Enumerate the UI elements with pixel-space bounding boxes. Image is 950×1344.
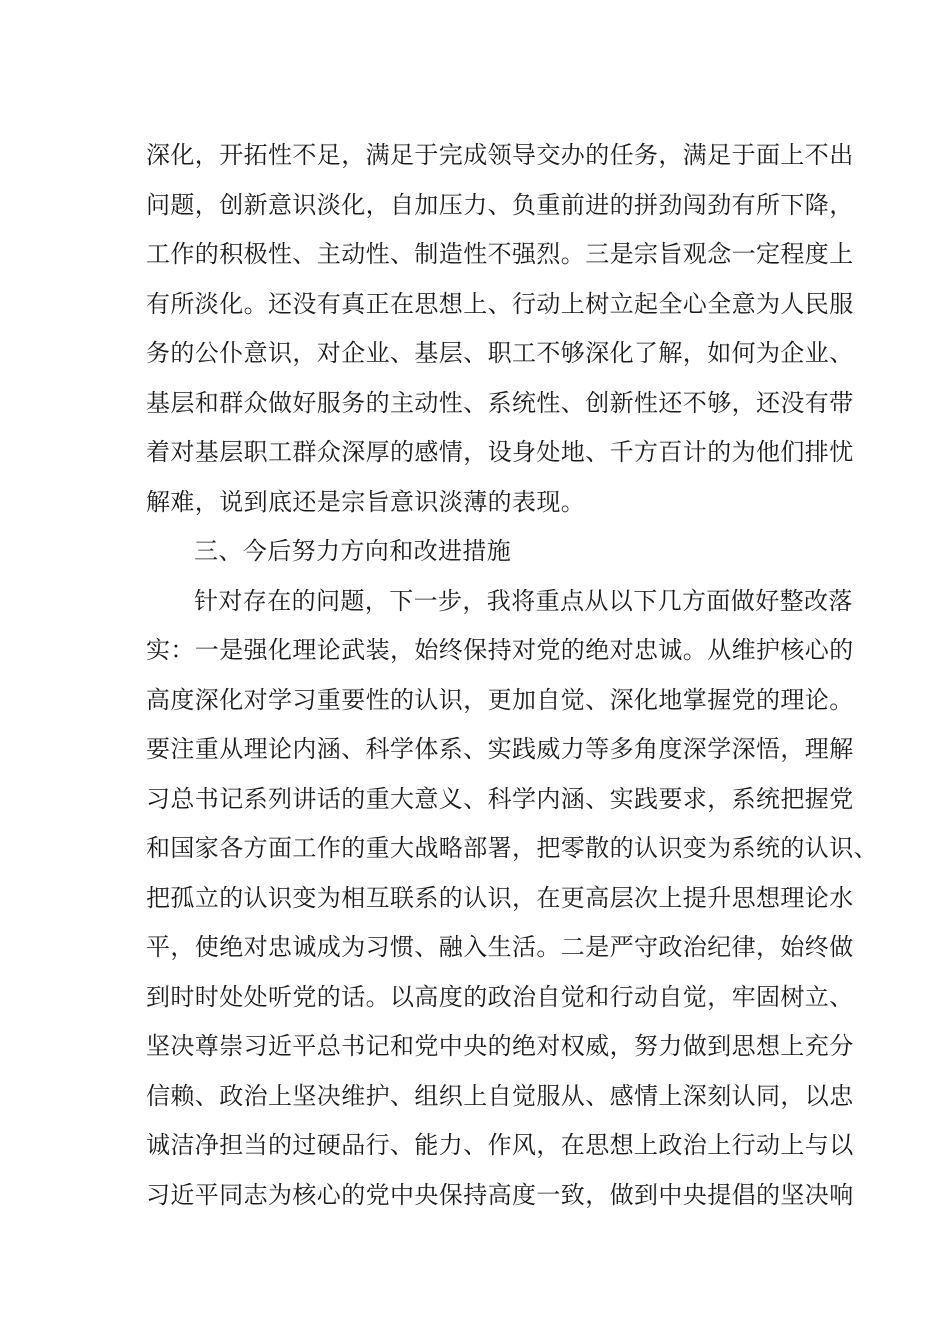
text-line: 着对基层职工群众深厚的感情，设身处地、千方百计的为他们排忧 [146,438,854,466]
text-line: 高度深化对学习重要性的认识，更加自觉、深化地掌握党的理论。 [146,685,854,714]
text-line: 到时时处处听党的话。以高度的政治自觉和行动自觉，牢固树立、 [146,982,854,1011]
text-line: 要注重从理论内涵、科学体系、实践威力等多角度深学深悟，理解 [146,735,854,763]
text-line: 深化，开拓性不足，满足于完成领导交办的任务，满足于面上不出 [146,141,854,169]
text-line: 解难，说到底还是宗旨意识淡薄的表现。 [146,487,586,516]
text-line: 诚洁净担当的过硬品行、能力、作风，在思想上政治上行动上与以 [146,1131,854,1159]
text-line: 和国家各方面工作的重大战略部署，把零散的认识变为系统的认识、 [146,834,878,862]
text-line: 习总书记系列讲话的重大意义、科学内涵、实践要求，系统把握党 [146,784,854,813]
text-line: 务的公仆意识，对企业、基层、职工不够深化了解，如何为企业、 [146,339,854,367]
text-line: 平，使绝对忠诚成为习惯、融入生活。二是严守政治纪律，始终做 [146,933,854,961]
text-line: 有所淡化。还没有真正在思想上、行动上树立起全心全意为人民服 [146,289,854,318]
text-line: 习近平同志为核心的党中央保持高度一致，做到中央提倡的坚决响 [146,1180,854,1209]
text-line: 实：一是强化理论武装，始终保持对党的绝对忠诚。从维护核心的 [146,636,854,664]
text-line: 信赖、政治上坚决维护、组织上自觉服从、感情上深刻认同，以忠 [146,1081,854,1110]
document-body [146,131,878,1220]
text-line: 问题，创新意识淡化，自加压力、负重前进的拼劲闯劲有所下降， [146,190,854,219]
text-line: 工作的积极性、主动性、制造性不强烈。三是宗旨观念一定程度上 [146,240,854,268]
text-line: 把孤立的认识变为相互联系的认识，在更高层次上提升思想理论水 [146,883,854,912]
section-heading: 三、今后努力方向和改进措施 [194,537,512,565]
text-line: 针对存在的问题，下一步，我将重点从以下几方面做好整改落 [194,586,853,615]
text-line: 基层和群众做好服务的主动性、系统性、创新性还不够，还没有带 [146,388,854,417]
text-line: 坚决尊崇习近平总书记和党中央的绝对权威，努力做到思想上充分 [146,1032,854,1060]
